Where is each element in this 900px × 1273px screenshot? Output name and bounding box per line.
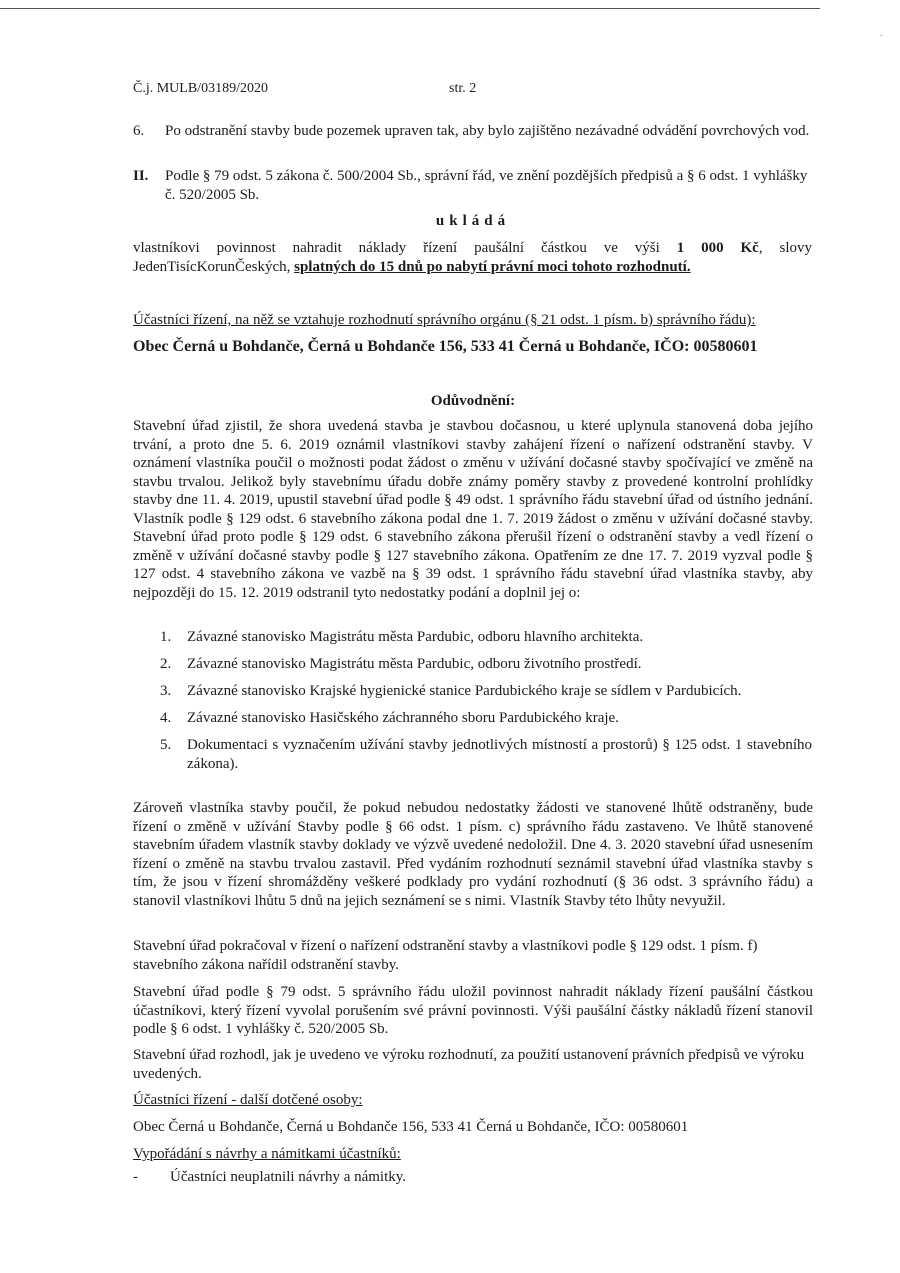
list-item	[160, 736, 812, 773]
participants-heading: Účastníci řízení, na něž se vztahuje rozhodnutí správního orgánu (§ 21 odst. 1 písm. b) správního řádu):	[133, 312, 756, 328]
list-item-number: 3.	[160, 683, 172, 699]
costs-pre: vlastníkovi povinnost nahradit náklady řízení paušální částkou ve výši	[133, 240, 660, 256]
list-item-text: Závazné stanovisko Krajské hygienické stanice Pardubického kraje se sídlem v Pardubicích.	[187, 683, 742, 699]
reasoning-paragraph-5: Stavební úřad rozhodl, jak je uvedeno ve výroku rozhodnutí, za použití ustanovení právních předpisů ve výroku uvedených.	[133, 1047, 805, 1082]
reasoning-paragraph-2: Zároveň vlastníka stavby poučil, že pokud nebudou nedostatky žádosti ve stanovené lhůtě odstraněny, bude řízení o změně v užívání Stavby podle § 66 odst. 1 písm. c) správního řádu zastaveno. Ve lhůtě stanovené stavebním úřadem vlastník stavby doklady ve výzvě uvedené nedoložil. Dne 4. 3. 2020 stavební úřad usnesením řízení o změně na stavbu trvalou zastavil. Před vydáním rozhodnutí seznámil stavební úřad vlastníka stavby s tím, že jsou v řízení shromážděny veškeré podklady pro vydání rozhodnutí (§ 36 odst. 3 správního řádu) a stanovil vlastníkovi lhůtu 5 dnů na jejich seznámení se s nimi. Vlastník Stavby této lhůty nevyužil.	[133, 800, 813, 909]
objections-item	[133, 1168, 813, 1187]
page-number: str. 2	[449, 81, 477, 96]
list-item-text: Závazné stanovisko Hasičského záchranného sboru Pardubického kraje.	[187, 710, 619, 726]
reasoning-heading: Odůvodnění:	[430, 393, 516, 409]
point-ii-text: Podle § 79 odst. 5 zákona č. 500/2004 Sb., správní řád, ve znění pozdějších předpisů a § 6 odst. 1 vyhlášky č. 520/2005 Sb.	[165, 168, 808, 203]
point-6-text: Po odstranění stavby bude pozemek upraven tak, aby bylo zajištěno nezávadné odvádění povrchových vod.	[165, 123, 810, 139]
list-item-text: Dokumentaci s vyznačením užívání stavby jednotlivých místností a prostorů) § 125 odst. 1 stavebního zákona).	[187, 737, 812, 772]
list-item-number: 1.	[160, 629, 172, 645]
costs-words: , slovy JedenTisícKorunČeských,	[133, 240, 812, 275]
list-item	[160, 655, 812, 674]
reference-number: Č.j. MULB/03189/2020	[133, 81, 268, 96]
point-ii-number: II.	[133, 168, 149, 184]
list-item	[160, 628, 812, 647]
reasoning-paragraph-1: Stavební úřad zjistil, že shora uvedená stavba je stavbou dočasnou, u které uplynula stanovená doba jejího trvání, a proto dne 5. 6. 2019 oznámil vlastníkovi stavby zahájení řízení o nařízení odstranění stavby. V oznámení vlastníka poučil o možnosti podat žádost o změnu v užívání dočasné stavby spočívající ve změně na stavbu trvalou. Jelikož byly stavebnímu úřadu dobře známy poměry stavby z provedené kontrolní prohlídky stavby dne 11. 4. 2019, upustil stavební úřad podle § 49 odst. 1 správního řádu stavební úřad od ústního jednání. Vlastník podle § 129 odst. 6 stavebního zákona podal dne 1. 7. 2019 žádost o změnu v užívání dočasné stavby. Stavební úřad proto podle § 129 odst. 6 stavebního zákona přerušil řízení o odstranění stavby a vedl řízení o změně v užívání dočasné stavby podle § 127 stavebního zákona. Opatřením ze dne 17. 7. 2019 vyzval podle § 127 odst. 4 stavebního zákona ve vazbě na § 39 odst. 1 správního řádu stavební úřad vlastníka stavby, aby nejpozději do 15. 12. 2019 odstranil tyto nedostatky podání a doplnil jej o:	[133, 418, 813, 601]
list-item-number: 2.	[160, 656, 172, 672]
reasoning-paragraph-3: Stavební úřad pokračoval v řízení o nařízení odstranění stavby a vlastníkovi podle § 129 odst. 1 písm. f) stavebního zákona nařídil odstranění stavby.	[133, 938, 758, 973]
point-6-number: 6.	[133, 123, 145, 139]
costs-due: splatných do 15 dnů po nabytí právní moci tohoto rozhodnutí.	[294, 258, 691, 275]
other-participant: Obec Černá u Bohdanče, Černá u Bohdanče 156, 533 41 Černá u Bohdanče, IČO: 00580601	[133, 1119, 689, 1135]
list-item-text: Závazné stanovisko Magistrátu města Pardubic, odboru hlavního architekta.	[187, 629, 644, 645]
costs-amount: 1 000 Kč	[676, 240, 759, 256]
costs-paragraph	[133, 239, 812, 276]
page-header	[133, 81, 477, 97]
list-item-number: 5.	[160, 737, 172, 753]
other-participants-heading: Účastníci řízení - další dotčené osoby:	[133, 1092, 363, 1108]
list-item	[160, 709, 812, 728]
scan-mark: -	[880, 30, 884, 41]
list-item-text: Závazné stanovisko Magistrátu města Pardubic, odboru životního prostředí.	[187, 656, 642, 672]
reasoning-paragraph-4: Stavební úřad podle § 79 odst. 5 správního řádu uložil povinnost nahradit náklady řízení paušální částkou účastníkovi, který řízení vyvolal porušením své právní povinnosti. Výši paušální částky nákladů řízení stanovil podle § 6 odst. 1 vyhlášky č. 520/2005 Sb.	[133, 984, 813, 1037]
objections-dash: -	[133, 1169, 138, 1185]
top-rule	[0, 8, 820, 9]
participant-bold: Obec Černá u Bohdanče, Černá u Bohdanče 156, 533 41 Černá u Bohdanče, IČO: 00580601	[133, 338, 758, 355]
point-ii	[133, 167, 813, 204]
list-item-number: 4.	[160, 710, 172, 726]
objections-text: Účastníci neuplatnili návrhy a námitky.	[170, 1169, 407, 1185]
point-6	[133, 122, 813, 141]
list-item	[160, 682, 812, 701]
objections-heading: Vypořádání s návrhy a námitkami účastníků:	[133, 1146, 401, 1162]
uklada-heading: ukládá	[435, 213, 511, 229]
